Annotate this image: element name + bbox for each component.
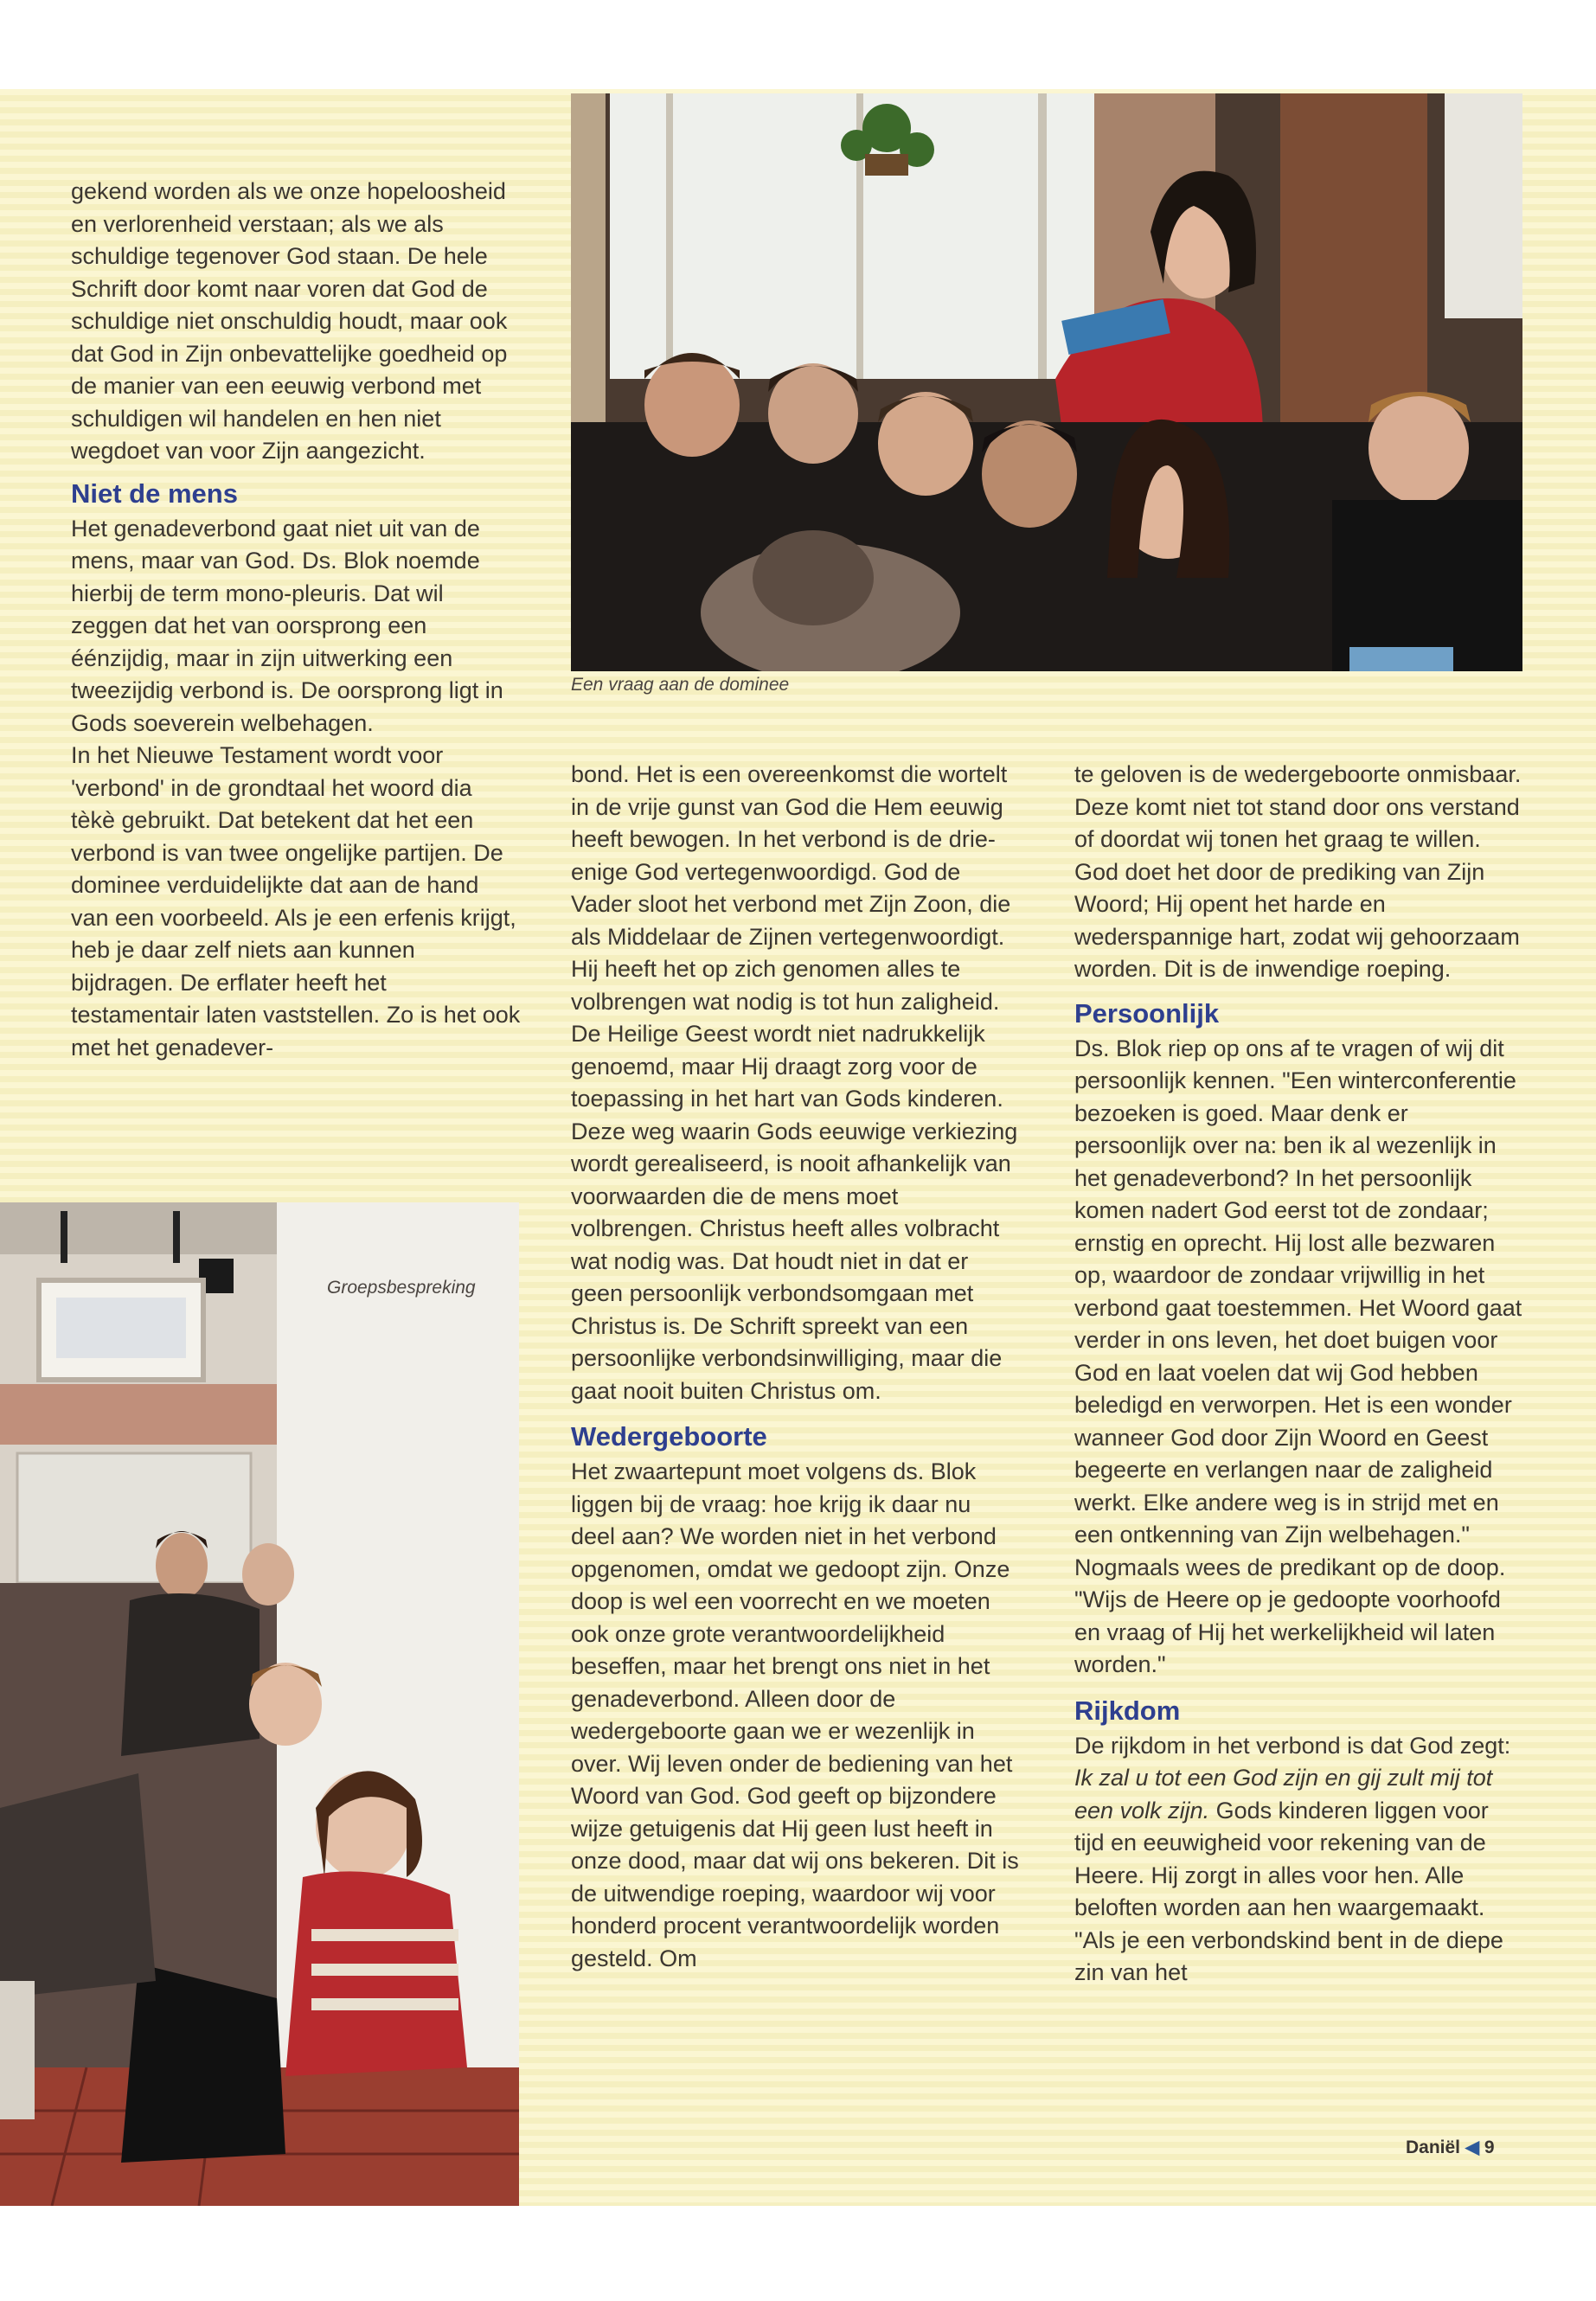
heading-niet-de-mens: Niet de mens — [71, 478, 238, 509]
page-number: 9 — [1484, 2138, 1495, 2157]
col3-paragraph-3 — [1074, 1730, 1524, 1990]
col1-paragraph-1: gekend worden als we onze hopeloosheid en verlorenheid verstaan; als we als schuldige tegenover God staan. De hele Schrift door komt naar voren dat God de schuldige niet onschuldig houdt, maar ook dat God in Zijn onbevattelijke goedheid op de manier van een eeuwig verbond met schuldigen wil handelen en hen niet wegdoet van voor Zijn aangezicht. — [71, 178, 508, 464]
col2-paragraph-2: Het zwaartepunt moet volgens ds. Blok liggen bij de vraag: hoe krijg ik daar nu deel aan? We worden niet in het verbond opgenomen, omdat we gedoopt zijn. Onze doop is wel een voorrecht en we moeten ook onze grote verantwoordelijkheid beseffen, maar het brengt ons niet in het genadeverbond. Alleen door de wedergeboorte gaan we er wezenlijk in over. Wij leven onder de bediening van het Woord van God. God geeft op bijzondere wijze getuigenis dat Hij geen lust heeft in onze dood, maar dat wij ons bekeren. Dit is de uitwendige roeping, waardoor wij voor honderd procent verantwoordelijk worden gesteld. Om — [571, 1458, 1019, 1971]
column-3 — [1074, 759, 1524, 1990]
rijkdom-text-end: Gods kinderen liggen voor tijd en eeuwigheid voor rekening van de Heere. Hij zorgt in alles voor hen. Alle beloften worden aan hen waargemaakt. "Als je een verbondskind bent in de diepe zin van het — [1074, 1797, 1503, 1985]
col3-paragraph-2: Ds. Blok riep op ons af te vragen of wij dit persoonlijk kennen. "Een winterconferentie bezoeken is goed. Maar denk er persoonlijk over na: ben ik al wezenlijk in het genadeverbond? In het persoonlijk komen nadert God eerst tot de zondaar; ernstig en oprecht. Hij lost alle bezwaren op, waardoor de zondaar vrijwillig in het verbond gaat toestemmen. Het Woord gaat verder in ons leven, het doet buigen voor God en laat voelen dat wij God hebben beledigd en verworpen. Het is een wonder wanneer God door Zijn Woord en Geest begeerte en verlangen naar de zaligheid werkt. Elke andere weg is in strijd met en een ontkenning van Zijn welbehagen." Nogmaals wees de predikant op de doop. "Wijs de Heere op je gedoopte voorhoofd en vraag of Hij het werkelijkheid wil laten worden." — [1074, 1035, 1522, 1677]
photo-question-to-minister — [571, 93, 1522, 671]
photo-group-discussion — [0, 1202, 519, 2206]
magazine-name: Daniël — [1406, 2138, 1461, 2157]
column-2 — [571, 759, 1021, 1975]
rijkdom-quote: Ik zal u tot een God zijn en gij zult mij tot een volk zijn. — [1074, 1765, 1493, 1823]
col1-paragraph-3: In het Nieuwe Testament wordt voor 'verbond' in de grondtaal het woord dia tèkè gebruikt. Dat betekent dat het een verbond is van twee ongelijke partijen. De dominee verduidelijkte dat aan de hand van een voorbeeld. Als je een erfenis krijgt, heb je daar zelf niets aan kunnen bijdragen. De erflater heeft het testamentair laten vaststellen. Zo is het ook met het genadever- — [71, 742, 521, 1061]
column-1 — [71, 176, 521, 1064]
heading-persoonlijk: Persoonlijk — [1074, 997, 1220, 1029]
audience-illustration — [571, 93, 1522, 671]
arrow-icon: ◀ — [1465, 2138, 1480, 2157]
photo-caption-group: Groepsbespreking — [327, 1278, 476, 1298]
page-footer — [1406, 2137, 1495, 2158]
heading-rijkdom: Rijkdom — [1074, 1695, 1181, 1726]
col2-paragraph-1: bond. Het is een overeenkomst die wortelt in de vrije gunst van God die Hem eeuwig heeft bewogen. In het verbond is de drie-enige God vertegenwoordigd. God de Vader sloot het verbond met Zijn Zoon, die als Middelaar de Zijnen vertegenwoordigt. Hij heeft het op zich genomen alles te volbrengen wat nodig is tot hun zaligheid. De Heilige Geest wordt niet nadrukkelijk genoemd, maar Hij draagt zorg voor de toepassing in het hart van Gods kinderen. Deze weg waarin Gods eeuwige verkiezing wordt gerealiseerd, is nooit afhankelijk van voorwaarden die de mens moet volbrengen. Christus heeft alles volbracht wat nodig was. Dat houdt niet in dat er geen persoonlijk verbondsomgaan met Christus is. De Schrift spreekt van een persoonlijke verbondsinwilliging, maar die gaat nooit buiten Christus om. — [571, 761, 1018, 1404]
group-illustration — [0, 1202, 519, 2206]
rijkdom-text-start: De rijkdom in het verbond is dat God zegt: — [1074, 1732, 1511, 1759]
photo-caption-question: Een vraag aan de dominee — [571, 675, 790, 695]
col1-paragraph-2: Het genadeverbond gaat niet uit van de mens, maar van God. Ds. Blok noemde hierbij de term mono-pleuris. Dat wil zeggen dat het van oorsprong een éénzijdig, maar in zijn uitwerking een tweezijdig verbond is. De oorsprong ligt in Gods soeverein welbehagen. — [71, 515, 503, 736]
col3-paragraph-1: te geloven is de wedergeboorte onmisbaar. Deze komt niet tot stand door ons verstand of doordat wij tonen het graag te willen. God doet het door de prediking van Zijn Woord; Hij opent het harde en wederspannige hart, zodat wij gehoorzaam worden. Dit is de inwendige roeping. — [1074, 761, 1522, 982]
heading-wedergeboorte: Wedergeboorte — [571, 1421, 767, 1452]
